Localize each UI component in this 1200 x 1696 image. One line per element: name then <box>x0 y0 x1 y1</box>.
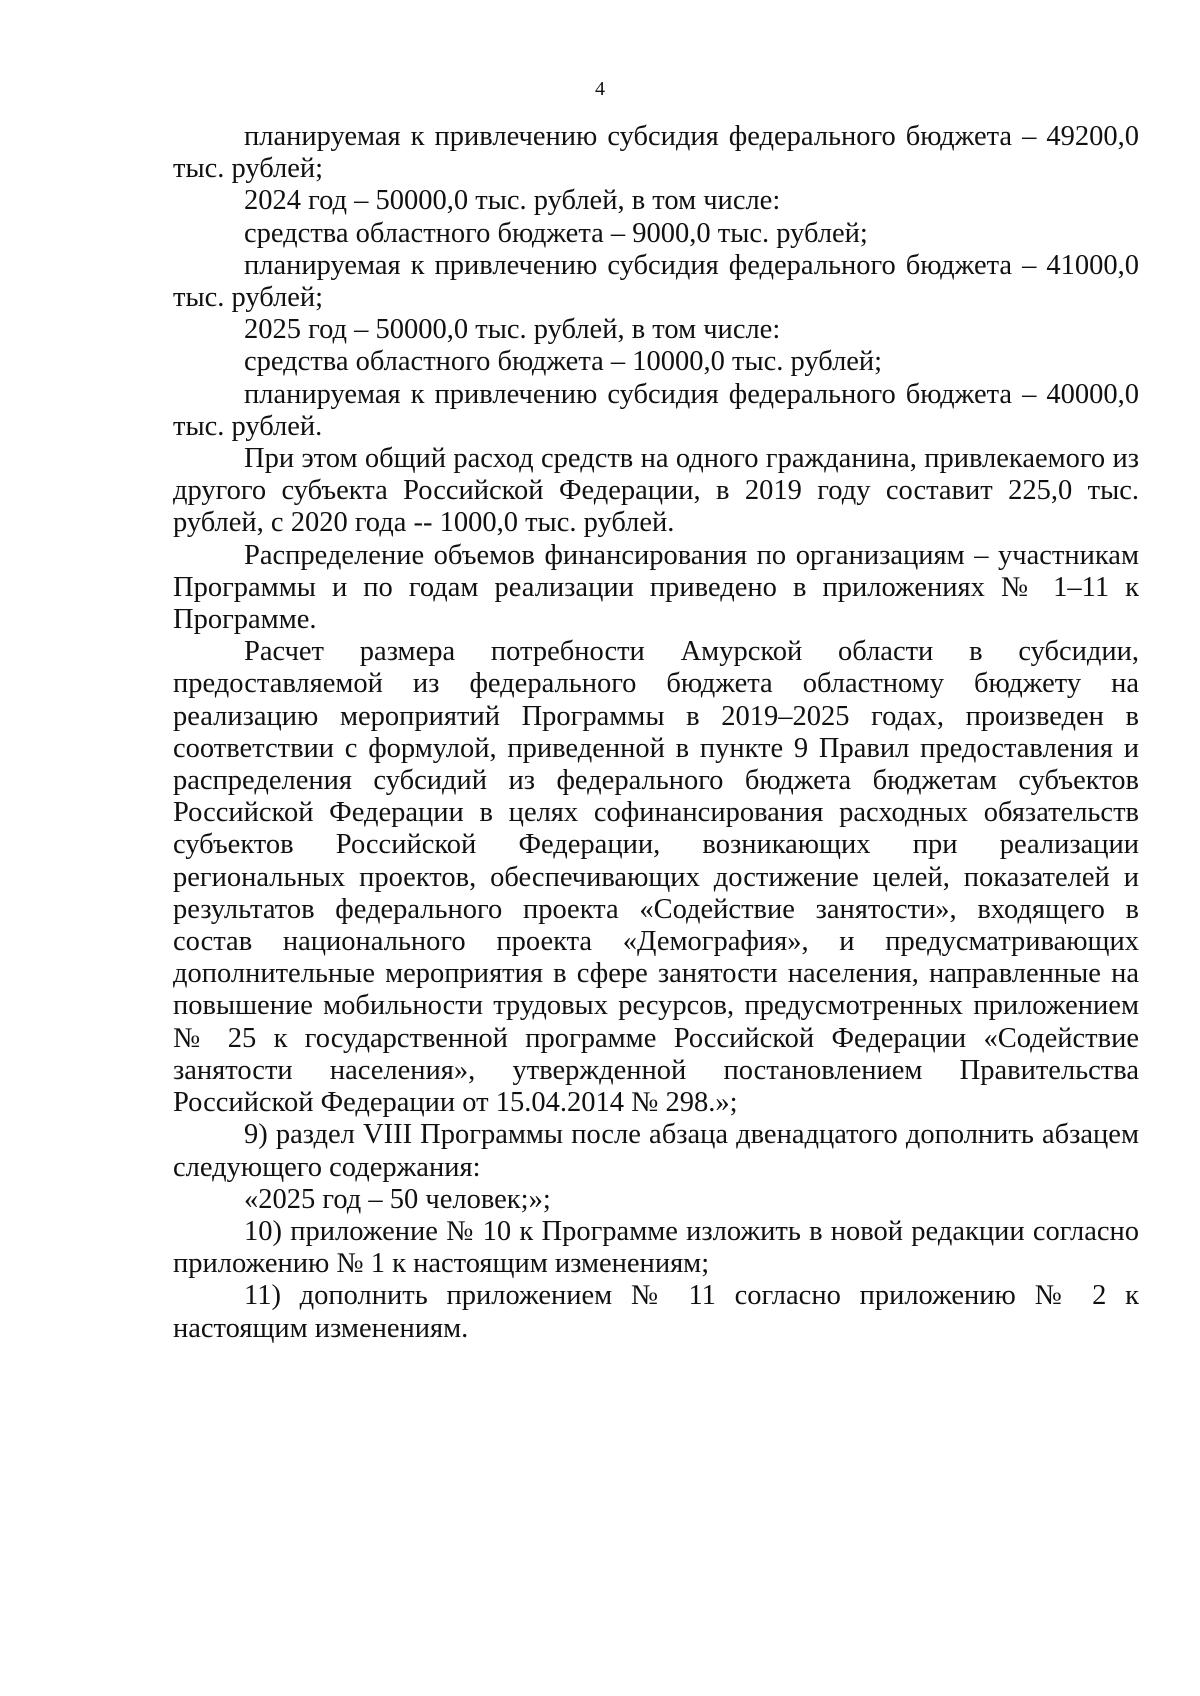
paragraph-subsidy-calculation: Расчет размера потребности Амурской области в субсидии, предоставляемой из федерального бюджета областному бюджету на реализацию мероприятий Программы в 2019–2025 годах, произведен в соответствии с формулой, приведенной в пункте 9 Правил предоставления и распределения субсидий из федерального бюджета бюджетам субъектов Российской Федерации в целях софинансирования расходных обязательств субъектов Российской Федерации, возникающих при реализации региональных проектов, обеспечивающих достижение целей, показателей и результатов федерального проекта «Содействие занятости», входящего в состав национального проекта «Демография», и предусматривающих дополнительные мероприятия в сфере занятости населения, направленные на повышение мобильности трудовых ресурсов, предусмотренных приложением № 25 к государственной программе Российской Федерации «Содействие занятости населения», утвержденной постановлением Правительства Российской Федерации от 15.04.2014 № 298.»; <box>173 636 1139 1119</box>
paragraph-expense-per-citizen: При этом общий расход средств на одного гражданина, привлекаемого из другого субъекта Российской Федерации, в 2019 году составит 225,0 тыс. рублей, с 2020 года -- 1000,0 тыс. рублей. <box>173 443 1139 539</box>
paragraph-item-9: 9) раздел VIII Программы после абзаца двенадцатого дополнить абзацем следующего содержания: <box>173 1119 1139 1183</box>
paragraph-federal-subsidy-2025: планируемая к привлечению субсидия федерального бюджета – 40000,0 тыс. рублей. <box>173 378 1139 442</box>
paragraph-year-2025-total: 2025 год – 50000,0 тыс. рублей, в том числе: <box>244 314 781 346</box>
paragraph-regional-budget-2025: средства областного бюджета – 10000,0 тыс. рублей; <box>244 346 883 378</box>
paragraph-item-9-content: «2025 год – 50 человек;»; <box>244 1183 551 1215</box>
paragraph-year-2024-total: 2024 год – 50000,0 тыс. рублей, в том числе: <box>244 185 781 217</box>
paragraph-item-10: 10) приложение № 10 к Программе изложить в новой редакции согласно приложению № 1 к настоящим изменениям; <box>173 1215 1139 1280</box>
paragraph-federal-subsidy-2024: планируемая к привлечению субсидия федерального бюджета – 41000,0 тыс. рублей; <box>173 249 1139 314</box>
page-number: 4 <box>595 78 605 100</box>
paragraph-federal-subsidy-2023: планируемая к привлечению субсидия федерального бюджета – 49200,0 тыс. рублей; <box>173 121 1139 185</box>
paragraph-item-11: 11) дополнить приложением № 11 согласно приложению № 2 к настоящим изменениям. <box>173 1280 1139 1344</box>
paragraph-regional-budget-2024: средства областного бюджета – 9000,0 тыс. рублей; <box>244 217 868 249</box>
document-body <box>173 121 1139 1345</box>
paragraph-financing-distribution: Распределение объемов финансирования по организациям – участникам Программы и по годам реализации приведено в приложениях № 1–11 к Программе. <box>173 539 1139 636</box>
